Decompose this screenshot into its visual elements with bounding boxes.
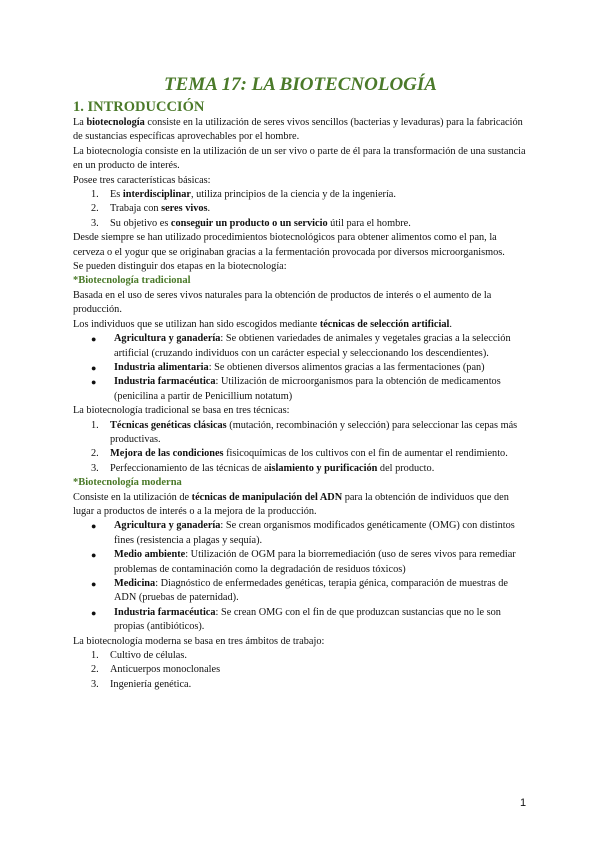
list-item: 1. Es interdisciplinar, utiliza principios de la ciencia y de la ingeniería.: [91, 189, 396, 201]
paragraph: Basada en el uso de seres vivos naturales para la obtención de productos de interés o el aumento de la producción.: [73, 289, 492, 316]
paragraph: Se pueden distinguir dos etapas en la biotecnología:: [73, 261, 287, 273]
page-title: TEMA 17: LA BIOTECNOLOGÍA: [164, 74, 437, 95]
list-item: 3. Ingeniería genética.: [91, 678, 192, 690]
list-item: 2. Trabaja con seres vivos.: [91, 203, 211, 215]
list-item: ● Industria farmacéutica: Se crean OMG con el fin de que produzcan sustancias que no le son propias (antibióticos).: [91, 606, 501, 633]
paragraph: La biotecnología tradicional se basa en tres técnicas:: [73, 405, 290, 417]
bullet-icon: ●: [91, 377, 97, 388]
list-item: ● Agricultura y ganadería: Se crean organismos modificados genéticamente (OMG) con distintos fines (resistencia a plagas y sequía).: [91, 520, 515, 546]
characteristics-list: [73, 188, 528, 231]
list-item: 3. Su objetivo es conseguir un producto o un servicio útil para el hombre.: [91, 217, 411, 229]
list-item: ● Medio ambiente: Utilización de OGM para la biorremediación (uso de seres vivos para remediar problemas de contaminación como la degradación de residuos tóxicos): [91, 549, 516, 575]
bullet-icon: ●: [91, 334, 97, 345]
paragraph: Consiste en la utilización de técnicas de manipulación del ADN para la obtención de individuos que den lugar a productos de interés o a la mejora de la producción.: [73, 491, 509, 517]
modern-areas-list: [73, 649, 528, 692]
section-heading: 1. INTRODUCCIÓN: [73, 99, 205, 115]
subheading-traditional: *Biotecnología tradicional: [73, 275, 191, 287]
paragraph: La biotecnología moderna se basa en tres ámbitos de trabajo:: [73, 635, 325, 647]
traditional-applications-list: [73, 332, 528, 404]
list-item: 2. Mejora de las condiciones fisicoquímicas de los cultivos con el fin de aumentar el rendimiento.: [91, 448, 508, 460]
traditional-techniques-list: [73, 419, 528, 477]
paragraph: La biotecnología consiste en la utilización de un ser vivo o parte de él para la transformación de una sustancia en un producto de interés.: [73, 145, 526, 172]
bullet-icon: ●: [91, 550, 97, 561]
list-item: 1. Cultivo de células.: [91, 650, 187, 662]
list-item: ● Industria alimentaria: Se obtienen diversos alimentos gracias a las fermentaciones (pan): [73, 361, 528, 375]
document-content: [73, 74, 528, 692]
bullet-icon: ●: [91, 579, 97, 589]
list-item: 1. Técnicas genéticas clásicas (mutación, recombinación y selección) para seleccionar las cepas más productivas.: [91, 419, 518, 445]
bullet-icon: ●: [91, 521, 97, 532]
subheading-modern: *Biotecnología moderna: [73, 477, 182, 489]
paragraph: La biotecnología consiste en la utilización de seres vivos sencillos (bacterias y levaduras) para la fabricación de sustancias específicas aprovechables por el hombre.: [73, 117, 523, 143]
paragraph: Desde siempre se han utilizado procedimientos biotecnológicos para obtener alimentos como el pan, la cerveza o el yogur que se originaban gracias a la fermentación provocada por diversos microorganismos.: [73, 232, 505, 258]
page-number: 1: [520, 797, 527, 809]
bullet-icon: ●: [91, 362, 97, 373]
list-item: ● Industria farmacéutica: Utilización de microorganismos para la obtención de medicamentos (penicilina a partir de Penicillium notatum): [91, 376, 501, 402]
list-item: 2. Anticuerpos monoclonales: [91, 664, 221, 676]
list-item: ● Agricultura y ganadería: Se obtienen variedades de animales y vegetales gracias a la selección artificial (cruzando individuos con un carácter especial y seleccionando los descendientes).: [91, 333, 511, 359]
paragraph: Posee tres características básicas:: [73, 174, 211, 186]
list-item: 3. Perfeccionamiento de las técnicas de aislamiento y purificación del producto.: [91, 462, 435, 474]
list-item: ● Medicina: Diagnóstico de enfermedades genéticas, terapia génica, comparación de muestras de ADN (pruebas de paternidad).: [91, 578, 508, 604]
bullet-icon: ●: [91, 607, 97, 618]
modern-applications-list: [73, 519, 528, 634]
paragraph: Los individuos que se utilizan han sido escogidos mediante técnicas de selección artificial.: [73, 318, 452, 330]
